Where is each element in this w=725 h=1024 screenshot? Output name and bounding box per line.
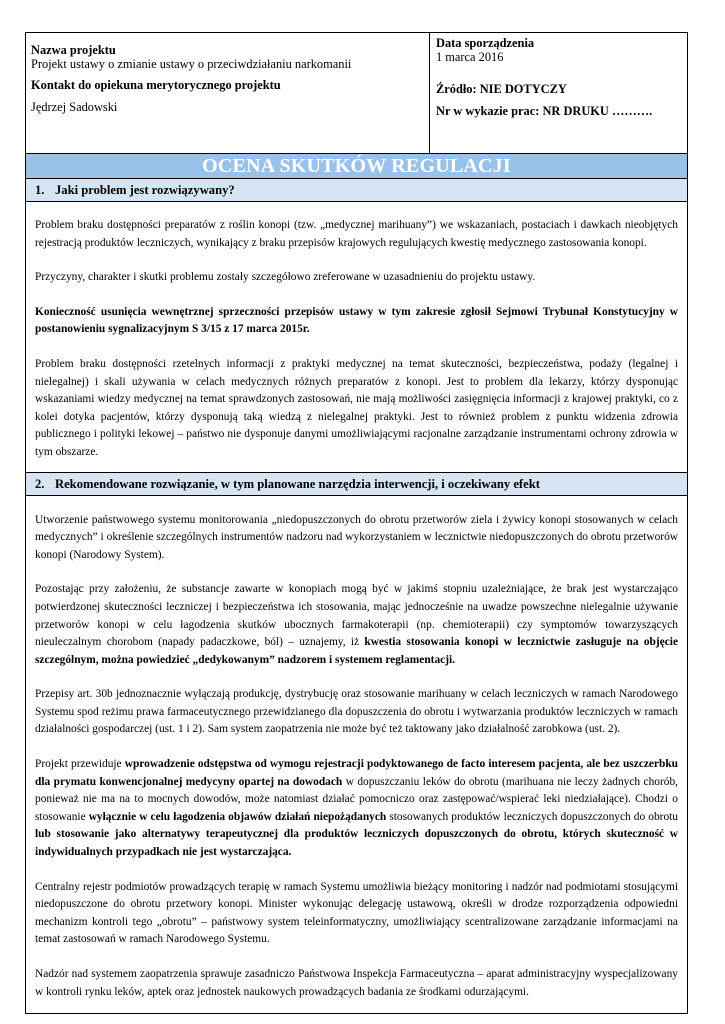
section2-heading — [26, 473, 687, 496]
section2-paragraph: Przepisy art. 30b jednoznacznie wyłączają produkcję, dystrybucję oraz stosowanie marihuany w celach leczniczych w ramach Narodowego Systemu spod reżimu prawa farmaceutycznego przewidzianego dla dopuszczenia do obrotu i wytwarzania produktów leczniczych w ramach działalności gospodarczej (ust. 1 i 2). Sam system zaopatrzenia nie może być też taktowany jako działalność zarobkowa (ust. 2). — [35, 688, 678, 736]
text-run: w dopuszczaniu leków do obrotu (marihuana nie leczy żadnych chorób, ponieważ nie ma na to mocnych dowodów, może natomiast działać pomocniczo oraz zastępować/wspierać leki niedziałające). Chodzi o stosowanie — [35, 775, 678, 823]
section1-paragraph-bold: Konieczność usunięcia wewnętrznej sprzeczności przepisów ustawy w tym zakresie zgłosił Sejmowi Trybunał Konstytucyjny w postanowieniu sygnalizacyjnym S 3/15 z 17 marca 2015r. — [35, 305, 678, 336]
text-run: stosowanych produktów leczniczych dopuszczonych do obrotu — [386, 810, 679, 823]
section2-number: 2. — [35, 476, 45, 491]
text-run: Pozostając przy założeniu, że substancje zawarte w konopiach mogą być w jakimś stopniu uzależniające, że brak jest wystarczająco potwierdzonej skuteczności leczniczej i bezpieczeństwa ich stosowania, mając jednocześnie na uwadze powszechne nielegalnie używanie przetworów konopi w celu łagodzenia skutków ubocznych farmakoterapii (np. chemioterapii) czy symptomów towarzyszących nieuleczalnym chorobom (napady padaczkowe, ból) – uznajemy, iż — [35, 583, 678, 649]
project-name-label: Nazwa projektu — [31, 43, 116, 57]
section1-paragraph: Przyczyny, charakter i skutki problemu zostały szczegółowo zreferowane w uzasadnieniu do projektu ustawy. — [35, 271, 536, 284]
section1-heading-text: Jaki problem jest rozwiązywany? — [55, 183, 235, 197]
header-right-cell — [430, 33, 687, 153]
section1-paragraph: Problem braku dostępności rzetelnych informacji z praktyki medycznej na temat skuteczności, bezpieczeństwa, podaży (legalnej i nielegalnej) i skali używania w celach medycznych różnych preparatów z konopi. Jest to problem dla lekarzy, którzy dysponując wskazaniami wiedzy medycznej na temat sprawdzonych zastosowań, nie mają możliwości zasięgnięcia informacji z krajowej praktyki, co z kolei dotyka pacjentów, którzy dysponują taką wiedzą z nielegalnej praktyki. Jest to również problem z punktu widzenia zdrowia publicznego i polityki lekowej – państwo nie dysponuje danymi umożliwiającymi racjonalne zarządzanie instrumentami ochrony zdrowia w tym obszarze. — [35, 357, 678, 458]
section2-paragraph: Nadzór nad systemem zaopatrzenia sprawuje zasadniczo Państwowa Inspekcja Farmaceutyczna – aparat administracyjny wyspecjalizowany w kontroli rynku leków, aptek oraz jednostek naukowych prowadzących badania ze środkami odurzającymi. — [35, 968, 678, 998]
project-name-value: Projekt ustawy o zmianie ustawy o przeciwdziałaniu narkomanii — [31, 57, 352, 71]
date-label: Data sporządzenia — [436, 36, 535, 50]
text-run-bold: kwestia stosowania konopi w lecznictwie zasługuje na objęcie szczególnym, można powiedzieć „dedykowanym” nadzorem i systemem reglamentacji. — [35, 636, 678, 666]
header-table — [26, 33, 687, 154]
section2-paragraph: Centralny rejestr podmiotów prowadzących terapię w ramach Systemu umożliwia bieżący monitoring i nadzór nad podmiotami stosującymi niedopuszczone do obrotu przetwory konopi. Minister wykonując delegację ustawową, określi w drodze rozporządzenia odpowiedni mechanizm kontroli tego „obrotu” – państwowy system teleinformatyczny, umożliwiający scentralizowane zarządzanie informacjami na temat zastosowań w ramach Narodowego Systemu. — [35, 880, 678, 946]
section2-paragraph — [35, 581, 678, 669]
document-form — [25, 32, 688, 1014]
text-run-bold: wyłącznie w celu łagodzenia objawów działań niepożądanych — [88, 810, 387, 823]
contact-label: Kontakt do opiekuna merytorycznego projektu — [31, 78, 281, 92]
header-left-cell — [26, 33, 430, 153]
date-value: 1 marca 2016 — [436, 50, 504, 64]
text-run: Projekt przewiduje — [35, 758, 125, 771]
list-number-label: Nr w wykazie prac: NR DRUKU ………. — [436, 104, 653, 118]
page-title: OCENA SKUTKÓW REGULACJI — [26, 154, 687, 179]
section1-body — [26, 202, 687, 473]
text-run-bold: wprowadzenie odstępstwa od wymogu rejestracji podyktowanego de facto interesem pacjenta, ale bez uszczerbku dla prymatu konwencjonalnej medycyny opartej na dowodach — [35, 758, 678, 788]
text-run-bold: lub stosowanie jako alternatywy terapeutycznej dla produktów leczniczych dopuszczonych do obrotu, których skuteczność w indywidualnych przypadkach nie jest wystarczająca. — [35, 828, 678, 859]
section1-number: 1. — [35, 183, 45, 197]
section1-heading — [26, 179, 687, 202]
contact-value: Jędrzej Sadowski — [31, 100, 118, 114]
section1-paragraph: Problem braku dostępności preparatów z roślin konopi (tzw. „medycznej marihuany”) we wskazaniach, postaciach i dawkach nieobjętych rejestracją produktów leczniczych, wynikający z braku przepisów krajowych regulujących kwestię medycznego zastosowania konopi. — [35, 219, 678, 249]
source-label: Źródło: NIE DOTYCZY — [436, 82, 567, 96]
section2-paragraph: Utworzenie państwowego systemu monitorowania „niedopuszczonych do obrotu przetworów ziela i żywicy konopi stosowanych w celach medycznych” i określenie szczególnych instrumentów nadzoru nad wykorzystaniem w lecznictwie niedopuszczonych do obrotu przetworów konopi (Narodowy System). — [35, 513, 678, 561]
section2-paragraph — [35, 756, 678, 862]
section2-heading-text: Rekomendowane rozwiązanie, w tym planowane narzędzia interwencji, i oczekiwany efekt — [55, 476, 540, 491]
section2-body — [26, 496, 687, 1014]
